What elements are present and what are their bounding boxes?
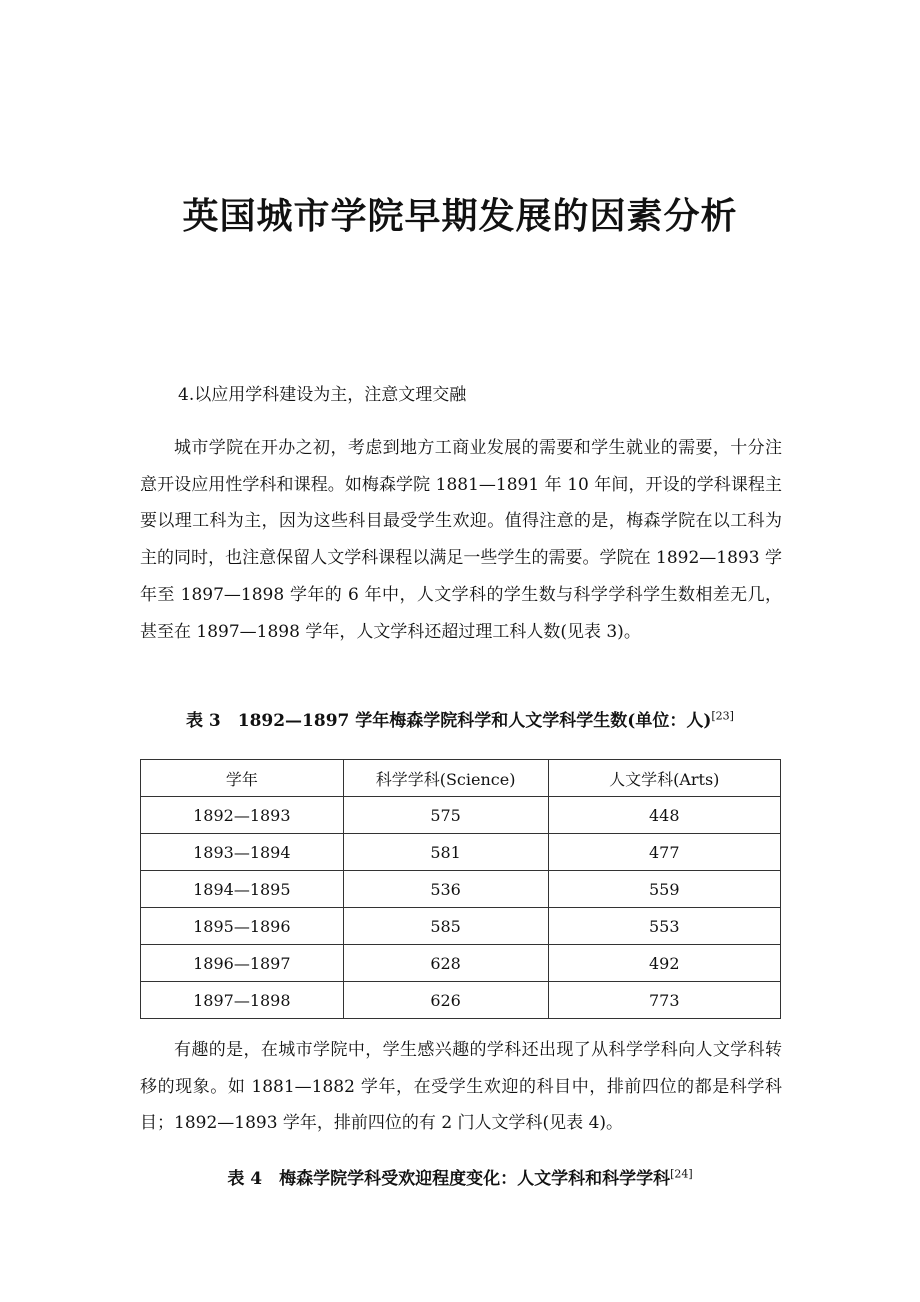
table-row	[141, 871, 781, 908]
table3-caption	[0, 706, 920, 731]
table-row	[141, 982, 781, 1019]
table3	[140, 759, 781, 1019]
table4-caption	[0, 1164, 920, 1189]
table-cell-arts: 477	[548, 834, 780, 871]
table-cell-science: 628	[343, 945, 548, 982]
column-header-science: 科学学科(Science)	[343, 760, 548, 797]
table-cell-science: 581	[343, 834, 548, 871]
table4-caption-text: 表 4 梅森学院学科受欢迎程度变化：人文学科和科学学科	[227, 1169, 671, 1189]
table-row	[141, 908, 781, 945]
table-cell-arts: 553	[548, 908, 780, 945]
page-title: 英国城市学院早期发展的因素分析	[182, 196, 738, 237]
table-cell-arts: 559	[548, 871, 780, 908]
table-row	[141, 797, 781, 834]
section-heading: 4.以应用学科建设为主，注意文理交融	[178, 385, 467, 405]
table3-caption-text: 表 3 1892—1897 学年梅森学院科学和人文学科学生数(单位：人)	[186, 711, 712, 731]
table-cell-year: 1892—1893	[141, 797, 344, 834]
table-row	[141, 945, 781, 982]
table-header-row	[141, 760, 781, 797]
table-row	[141, 834, 781, 871]
table-cell-year: 1895—1896	[141, 908, 344, 945]
table-cell-year: 1896—1897	[141, 945, 344, 982]
table-cell-arts: 492	[548, 945, 780, 982]
table4-reference: [24]	[670, 1167, 693, 1181]
table-cell-arts: 773	[548, 982, 780, 1019]
table-cell-science: 626	[343, 982, 548, 1019]
paragraph-1: 城市学院在开办之初，考虑到地方工商业发展的需要和学生就业的需要，十分注意开设应用性学科和课程。如梅森学院 1881—1891 年 10 年间，开设的学科课程主要以理工科为主，因为这些科目最受学生欢迎。值得注意的是，梅森学院在以工科为主的同时，也注意保留人文学科课程以满足一些学生的需要。学院在 1892—1893 学年至 1897—1898 学年的 6 年中，人文学科的学生数与科学学科学生数相差无几，甚至在 1897—1898 学年，人文学科还超过理工科人数(见表 3)。	[140, 438, 782, 642]
table-cell-year: 1897—1898	[141, 982, 344, 1019]
paragraph-2: 有趣的是，在城市学院中，学生感兴趣的学科还出现了从科学学科向人文学科转移的现象。如 1881—1882 学年，在受学生欢迎的科目中，排前四位的都是科学科目；1892—1893 学年，排前四位的有 2 门人文学科(见表 4)。	[140, 1040, 782, 1134]
table-cell-science: 536	[343, 871, 548, 908]
table-cell-year: 1894—1895	[141, 871, 344, 908]
table3-reference: [23]	[711, 709, 734, 723]
column-header-year: 学年	[141, 760, 344, 797]
table-cell-year: 1893—1894	[141, 834, 344, 871]
column-header-arts: 人文学科(Arts)	[548, 760, 780, 797]
table-cell-science: 575	[343, 797, 548, 834]
table-cell-science: 585	[343, 908, 548, 945]
table-cell-arts: 448	[548, 797, 780, 834]
